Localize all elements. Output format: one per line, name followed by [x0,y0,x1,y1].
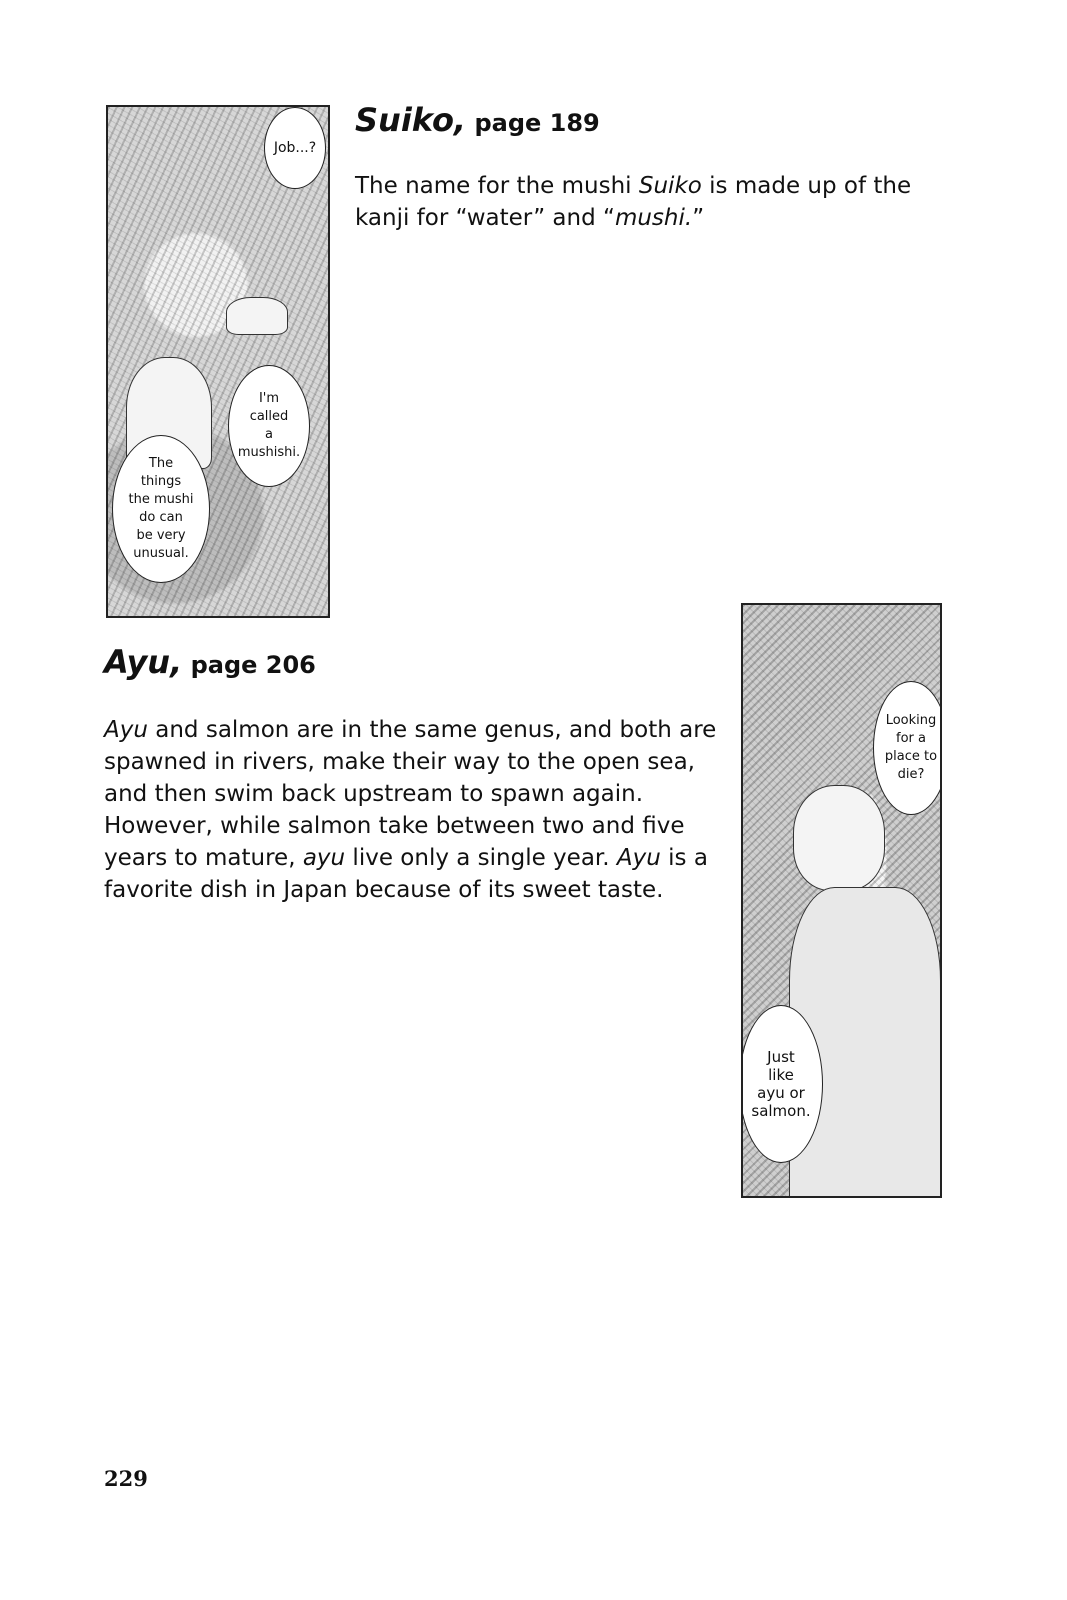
boy-face [793,785,885,891]
entry-page-ref: page 206 [190,651,316,679]
manga-panel-ayu [741,603,942,1198]
speech-bubble: Just like ayu or salmon. [741,1005,823,1163]
entry-heading [104,643,316,681]
speech-bubble: The things the mushi do can be very unusual. [112,435,210,583]
manga-panel-suiko [106,105,330,618]
entry-page-ref: page 189 [474,109,600,137]
page-number: 229 [104,1466,148,1491]
speech-bubble: Job...? [264,107,326,189]
entry-term: Ayu, [104,643,183,681]
entry-term: Suiko, [355,101,467,139]
entry-heading [355,101,600,139]
entry-body: The name for the mushi Suiko is made up of the kanji for “water” and “mushi.” [355,173,912,231]
speech-bubble: I'm called a mushishi. [228,365,310,487]
speech-bubble: Looking for a place to die? [873,681,942,815]
girl-figure [226,297,288,335]
entry-body: Ayu and salmon are in the same genus, and both are spawned in rivers, make their way to the open sea, and then swim back upstream to spawn again. However, while salmon take between two and five years to mature, ayu live only a single year. Ayu is a favorite dish in Japan because of its sweet taste. [104,717,717,903]
